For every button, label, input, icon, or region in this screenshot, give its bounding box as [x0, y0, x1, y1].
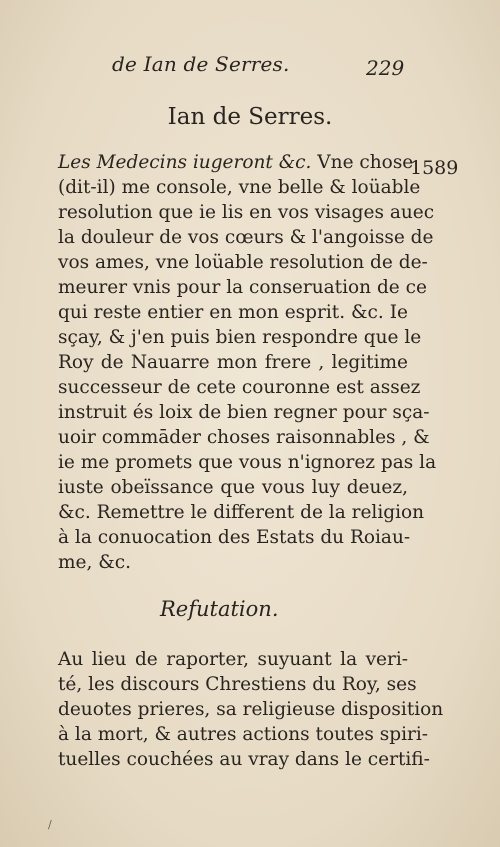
- running-head: de Ian de Serres.: [112, 52, 290, 76]
- paragraph-line: iuste obeïssance que vous luy deuez,: [58, 477, 408, 498]
- line-text: Vne chose: [317, 152, 414, 173]
- paragraph-line: &c. Remettre le different de la religion: [58, 502, 425, 523]
- paragraph-line: tuelles couchées au vray dans le certifi-: [58, 749, 430, 770]
- paragraph-line: la douleur de vos cœurs & l'angoisse de: [58, 227, 434, 248]
- paragraph-line: uoir commāder choses raisonnables , &: [58, 427, 430, 448]
- paragraph-line: (dit-il) me console, vne belle & loüable: [58, 177, 421, 198]
- refutation-heading: Refutation.: [160, 597, 279, 621]
- paragraph-line: resolution que ie lis en vos visages auec: [58, 202, 435, 223]
- paragraph-line: successeur de cete couronne est assez: [58, 377, 421, 398]
- footer-mark: /: [48, 818, 52, 831]
- paragraph-line: Au lieu de raporter, suyuant la veri-: [58, 649, 408, 670]
- paragraph-line: à la conuocation des Estats du Roiau-: [58, 527, 411, 548]
- paragraph-line: qui reste entier en mon esprit. &c. Ie: [58, 302, 408, 323]
- paragraph-line: [58, 150, 414, 175]
- paragraph-line: à la mort, & autres actions toutes spiri-: [58, 724, 429, 745]
- paragraph-line: deuotes prieres, sa religieuse disposition: [58, 699, 444, 720]
- refutation-paragraph: [58, 647, 444, 772]
- paragraph-line: meurer vnis pour la conseruation de ce: [58, 277, 427, 298]
- paragraph-line: Roy de Nauarre mon frere , legitime: [58, 352, 408, 373]
- margin-year-note: 1589: [410, 157, 459, 179]
- paragraph-line: sçay, & j'en puis bien respondre que le: [58, 327, 422, 348]
- paragraph-line: ie me promets que vous n'ignorez pas la: [58, 452, 437, 473]
- paragraph-line: té, les discours Chrestiens du Roy, ses: [58, 674, 417, 695]
- paragraph-line: me, &c.: [58, 552, 131, 573]
- section-title: Ian de Serres.: [167, 104, 333, 130]
- page-number: 229: [366, 56, 405, 80]
- quote-lead: Les Medecins iugeront &c.: [58, 152, 312, 173]
- paragraph-line: vos ames, vne loüable resolution de de-: [58, 252, 428, 273]
- paragraph-line: instruit és loix de bien regner pour sça-: [58, 402, 430, 423]
